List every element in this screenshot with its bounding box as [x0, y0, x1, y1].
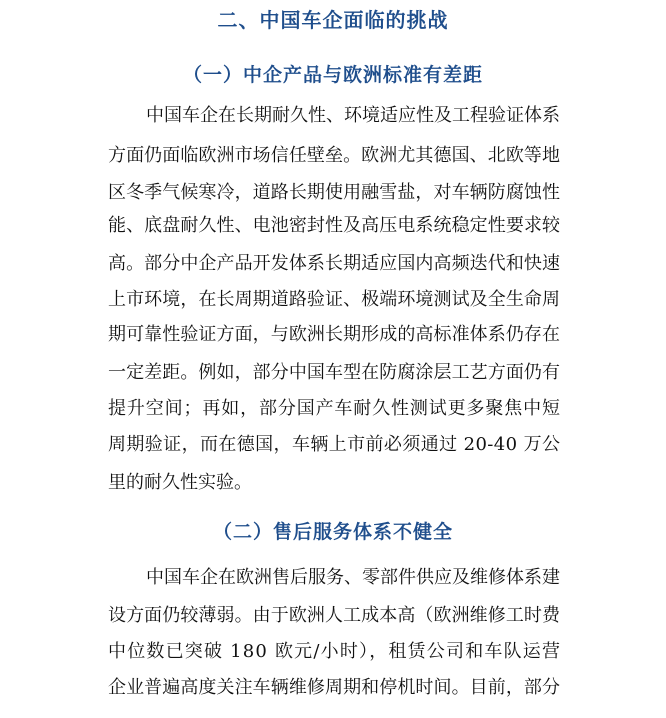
- paragraph-line: 提升空间；再如，部分国产车耐久性测试更多聚焦中短: [108, 398, 561, 419]
- paragraph-line: 能、底盘耐久性、电池密封性及高压电系统稳定性要求较: [108, 215, 561, 236]
- section-2-title: （二）售后服务体系不健全: [212, 521, 453, 543]
- paragraph-line: 企业普遍高度关注车辆维修周期和停机时间。目前，部分: [108, 677, 561, 698]
- paragraph-line: 上市环境，在长周期道路验证、极端环境测试及全生命周: [108, 289, 561, 310]
- paragraph-line: 高。部分中企产品开发体系长期适应国内高频迭代和快速: [108, 253, 561, 274]
- paragraph-line: 一定差距。例如，部分中国车型在防腐涂层工艺方面仍有: [108, 362, 561, 383]
- section-1-title: （一）中企产品与欧洲标准有差距: [182, 64, 483, 86]
- chapter-heading: 二、中国车企面临的挑战: [217, 8, 449, 32]
- paragraph-line: 中国车企在长期耐久性、环境适应性及工程验证体系: [146, 105, 560, 126]
- paragraph-line: 中国车企在欧洲售后服务、零部件供应及维修体系建: [146, 567, 560, 588]
- paragraph-line: 期可靠性验证方面，与欧洲长期形成的高标准体系仍存在: [108, 324, 561, 345]
- paragraph-line: 设方面仍较薄弱。由于欧洲人工成本高（欧洲维修工时费: [108, 605, 561, 626]
- paragraph-line: 区冬季气候寒冷，道路长期使用融雪盐，对车辆防腐蚀性: [108, 182, 561, 203]
- paragraph-line: 方面仍面临欧洲市场信任壁垒。欧洲尤其德国、北欧等地: [108, 145, 561, 166]
- paragraph-line: 中位数已突破 180 欧元/小时），租赁公司和车队运营: [108, 641, 562, 662]
- paragraph-line: 周期验证，而在德国，车辆上市前必须通过 20-40 万公: [108, 434, 561, 455]
- paragraph-line: 里的耐久性实验。: [108, 472, 252, 493]
